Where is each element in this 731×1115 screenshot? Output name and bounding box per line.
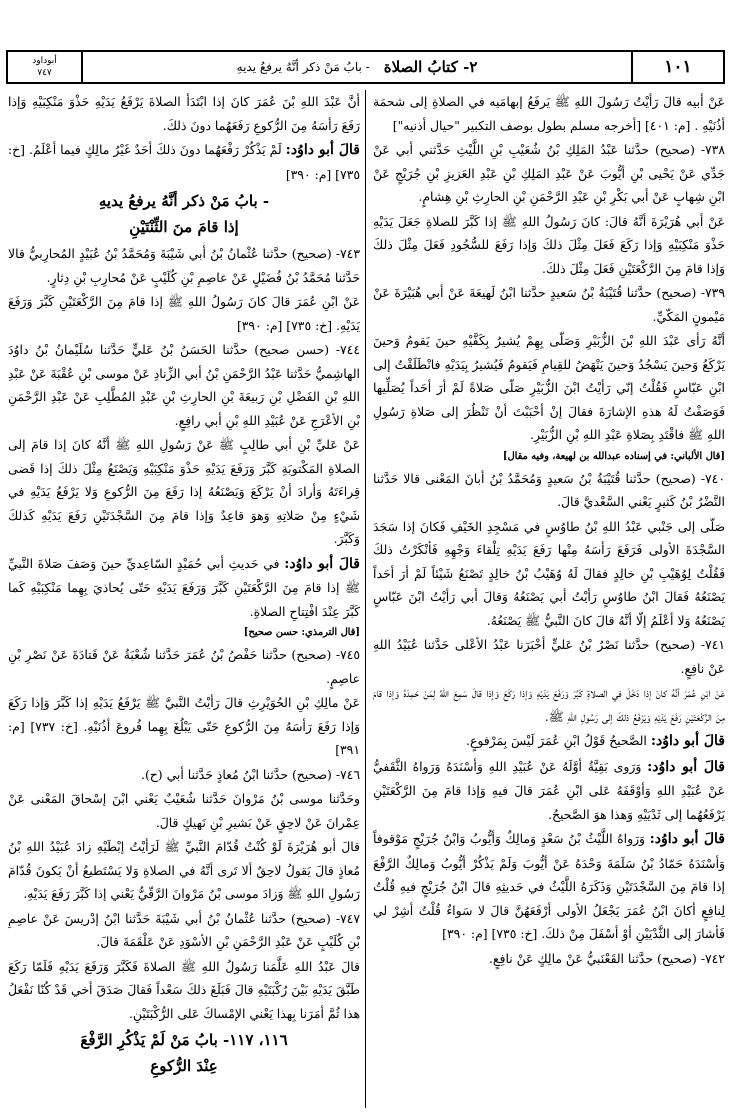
section-heading-line: عِنْدَ الرُّكوعِ — [150, 1057, 218, 1075]
paragraph: عَنْ عَليِّ بْنِ أبي طالِبٍ ﷺ عَنْ رَسُولِ اللهِ ﷺ أنَّهُ كانَ إذا قامَ إلى الصلاةِ المَكْتوبَةِ كَبَّرَ وَرَفَعَ يَدَيْهِ حَذْوَ مَنْكِبَيْهِ وَيَصْنَعُ مِثْلَ ذلكَ إذا قَضى قِراءَتَهُ وَأرادَ أنْ يَرْكَعَ وَيَصْنَعُهُ إذا رَفَعَ مِنَ الرُّكوعِ وَلا يَرْفَعُ يَدَيْهِ في شَيْءٍ مِنْ صَلاتِهِ وَهوَ قاعِدٌ وَإذا قامَ مِنَ السَّجْدَتَيْنِ رَفَعَ يَدَيْهِ كَذلكَ وَكَبَّرَ. — [8, 437, 360, 546]
comment-label: قالَ أبو داوُد: — [649, 831, 725, 847]
paragraph: أنَّ عَبْدَ اللهِ بْنَ عُمَرَ كانَ إذا ابْتَدَأ الصلاةَ يَرْفَعُ يَدَيْهِ حَذْوَ مَنْكِبَيْهِ وَإذا رَفَعَ رَأسَهُ مِنَ الرُّكوعِ رَفَعَهُما دونَ ذلكَ. — [8, 94, 360, 133]
paragraph: وحَدَّثنا موسى بْنُ مَرْوانَ حَدَّثنا شُعَيْبٌ يَعْني ابْنَ إسْحاقَ المَعْنى عَنْ عِمْرانَ عَنْ لاحِقٍ عَنْ بَشيرِ بْنِ نَهيكٍ قالَ. — [8, 791, 360, 830]
left-column — [8, 90, 360, 1110]
paragraph: صَلّى إلى جَنْبي عَبْدُ اللهِ بْنُ طاوُسٍ في مَسْجِدِ الخَيْفِ فَكانَ إذا سَجَدَ السَّجْدَةَ الأولى فَرَفَعَ رَأسَهُ مِنْها رَفَعَ يَدَيْهِ تِلْقاءَ وَجْهِهِ فَأنْكَرْتُ ذلكَ فَقُلْتُ لِوُهَيْبِ بْنِ خالِدٍ فقالَ لَهُ وُهَيْبُ بْنُ خالِدٍ تَصْنَعُ شَيْئاً لَمْ أرَ أحَداً يَصْنَعُهُ فَقالَ ابْنُ طاوُسٍ رَأيْتُ أبي يَصْنَعُهُ وَقالَ أبي رَأيْتُ ابْنَ عَبّاسٍ يَصْنَعُهُ وَلا أعْلَمُ إلّا أنَّهُ قالَ كانَ النَّبيُّ ﷺ يَصْنَعُهُ. — [373, 518, 725, 628]
grading-note: [قال الترمذي: حسن صحيح] — [243, 627, 360, 638]
hadith-747: ٧٤٧- (صحيح) حدَّثنا عُثْمانُ بْنُ أبي شَيْبَةَ حَدَّثنا ابْنُ إدْريسَ عَنْ عاصِمِ بْنِ كُلَيْبٍ عَنْ عَبْدِ الرَّحْمَنِ بْنِ الأسْوَدِ عَنْ عَلْقَمَةَ قالَ. — [8, 910, 360, 949]
section-heading-line: ١١٦، ١١٧- بابُ مَنْ لَمْ يَذْكُرِ الرَّفْعَ — [80, 1031, 288, 1049]
comment-text: لَمْ يَذْكُرْ رَفْعَهُما دونَ ذلكَ أحَدٌ غَيْرُ مالِكٍ فيما أعْلَمُ. [خ: ٧٣٥] [م: ٣٩٠] — [8, 142, 360, 182]
paragraph: عَنْ أبيه قالَ رَأيْتُ رَسُولَ اللهِ ﷺ يَرفَعُ إبهامَيه في الصلاةِ إلى شحمَة أذُنَيْهِ . [م: ٤٠١] [أخرجه مسلم بطول بوصف التكبير "حيال أذنيه"] — [373, 94, 725, 133]
book-page-number: ٧٤٧ — [37, 68, 52, 78]
paragraph: عَنْ ابْنِ عُمَرَ قالَ كانَ رَسُولُ اللهِ ﷺ إذا قامَ مِنَ الرَّكْعَتَيْنِ كَبَّرَ وَرَفَعَ يَدَيْهِ. [خ: ٧٣٥] [م: ٣٩٠] — [8, 294, 360, 333]
section-heading-line: - بابُ مَنْ ذكر أنَّهُ يرفعُ يديهِ — [98, 192, 270, 210]
hadith-741: ٧٤١- (صحيح) حدَّثنا نَصْرُ بْنُ عَليٍّ أخْبَرَنا عَبْدُ الأعْلى حَدَّثنا عُبَيْدُ اللهِ عَنْ نافِعٍ. — [373, 637, 725, 676]
hadith-744: ٧٤٤- (حسن صحيح) حدَّثنا الحَسَنُ بْنُ عَليٍّ حَدَّثنا سُلَيْمانُ بْنُ داوُدَ الهاشِميُّ حَدَّثنا عَبْدُ الرَّحْمَنِ بْنُ أبي الزِّنادِ عَنْ موسى بْنِ عُقْبَةَ عَنْ عَبْدِ اللهِ بْنِ الفَضْلِ بْنِ رَبيعَةَ بْنِ الحارِثِ بْنِ عَبْدِ المُطَّلِبِ عَنْ عَبْدِ الرَّحْمَنِ بْنِ الأعْرَجِ عَنْ عُبَيْدِ اللهِ بْنِ أبي رافِعٍ. — [8, 342, 360, 428]
abu-dawud-comment — [8, 552, 360, 624]
abu-dawud-comment — [373, 729, 725, 754]
paragraph: قالَ عَبْدُ اللهِ عَلَّمَنا رَسُولُ اللهِ ﷺ الصلاةَ فَكَبَّرَ وَرَفَعَ يَدَيْهِ فَلَمّا رَكَعَ طَبَّقَ يَدَيْهِ بَيْنَ رُكْبَتَيْهِ قالَ فَبَلَغَ ذلكَ سَعْداً فَقالَ صَدَقَ أخي قَدْ كُنّا نَفْعَلُ هذا ثُمَّ أمَرَنا بِهذا يَعْني الإمْساكَ عَلى الرُّكْبَتَيْنِ. — [8, 958, 360, 1021]
comment-text: في حَديثِ أبي حُمَيْدٍ السّاعِديِّ حينَ وَصَفَ صَلاةَ النَّبيِّ ﷺ إذا قامَ مِنَ الرَّكْعَتَيْنِ كَبَّرَ وَرَفَعَ يَدَيْهِ حَتّى يُحاذيَ بِهِما مَنْكِبَيْهِ كَما كَبَّرَ عِنْدَ افْتِتاحِ الصلاةِ. — [8, 555, 360, 619]
hadith-740: ٧٤٠- (صحيح) حدَّثنا قُتَيْبَةُ بْنُ سَعيدٍ وَمُحَمَّدُ بْنُ أبانَ المَعْنى قالا حَدَّثنا النَّضْرُ بْنُ كَثيرٍ يَعْني السَّعْديَّ قالَ. — [373, 470, 725, 509]
book-reference — [8, 52, 83, 82]
header-titles — [83, 52, 631, 82]
section-title: - بابُ مَنْ ذكر أنَّهُ يرفعُ يديهِ — [236, 60, 370, 74]
hadith-745: ٧٤٥- (صحيح) حدَّثنا حَفْصُ بْنُ عُمَرَ حَدَّثنا شُعْبَةُ عَنْ قَتادَةَ عَنْ نَصْرِ بْنِ عاصِمٍ. — [8, 647, 360, 686]
hadith-743: ٧٤٣- (صحيح) حدَّثنا عُثْمانُ بْنُ أبي شَيْبَةَ وَمُحَمَّدُ بْنُ عُبَيْدٍ المُحارِبيُّ قالا حَدَّثنا مُحَمَّدُ بْنُ فُضَيْلٍ عَنْ عاصِمِ بْنِ كُلَيْبٍ عَنْ مُحارِبِ بْنِ دِثارٍ. — [8, 246, 360, 285]
hadith-746: ٧٤٦- (صحيح) حدَّثنا ابْنُ مُعاذٍ حَدَّثنا أبي (ح). — [141, 766, 360, 782]
hadith-742: ٧٤٢- (صحيح) حدَّثنا القَعْنَبيُّ عَنْ مالِكٍ عَنْ نافِعٍ. — [488, 950, 725, 966]
hadith-738: ٧٣٨- (صحيح) حدَّثنا عَبْدُ المَلِكِ بْنُ شُعَيْبِ بْنِ اللَّيْثِ حَدَّثني أبي عَنْ جَدِّي عَنْ يَحْيى بْنِ أيُّوبَ عَنْ عَبْدِ المَلِكِ بْنِ عَبْدِ العَزيزِ بْنِ جُرَيْجٍ عَنْ ابْنِ شِهابٍ عَنْ أبي بَكْرِ بْنِ عَبْدِ الرَّحْمَنِ بْنِ الحارِثِ بْنِ هِشامٍ. — [373, 142, 725, 204]
book-name: أبوداود — [32, 56, 57, 66]
abu-dawud-comment — [8, 138, 360, 186]
column-divider — [365, 90, 366, 1108]
comment-text: الصَّحيحُ قَوْلُ ابْنِ عُمَرَ لَيْسَ بِمَرْفوعٍ. — [466, 733, 647, 748]
section-heading — [8, 1027, 360, 1079]
grading-note: [قال الألباني: في إسناده عبدالله بن لهيعة، وفيه مقال] — [502, 450, 725, 462]
section-heading-line: إذا قامَ منَ الثِّنْتَيْنِ — [129, 218, 239, 236]
chapter-title: ٢- كتابُ الصلاة — [383, 58, 478, 76]
section-heading — [8, 188, 360, 240]
paragraph: عَنْ أبي هُرَيْرَةَ أنَّهُ قالَ: كانَ رَسُولُ اللهِ ﷺ إذا كَبَّرَ للصلاةِ جَعَلَ يَدَيْهِ حَذْوَ مَنْكِبَيْهِ وَإذا رَكَعَ فَعَلَ مِثْلَ ذلكَ وَإذا رَفَعَ للسُّجُودِ فَعَلَ مِثْلَ ذلكَ وَإذا قامَ مِنَ الرَّكْعَتَيْنِ فَعَلَ مِثْلَ ذلكَ. — [373, 213, 725, 276]
comment-text: وَرَواهُ اللَّيْثُ بْنُ سَعْدٍ وَمالِكٌ وَأيُّوبُ وَابْنُ جُرَيْجٍ مَوْقوفاً وَأسْنَدَهُ حَمّادُ بْنُ سَلَمَةَ وَحْدَهُ عَنْ أيُّوبَ وَلَمْ يَذْكُرْ أيُّوبُ وَمالِكٌ الرَّفْعَ إذا قامَ مِنَ السَّجْدَتَيْنِ وَذَكَرَهُ اللَّيْثُ في حَديثِهِ قالَ ابْنُ جُرَيْجٍ فيهِ قُلْتُ لِنافِعٍ أكانَ ابْنُ عُمَرَ يَجْعَلُ الأولى أرْفَعَهُنَّ قالَ لا سَواءٌ قُلْتُ أشِرْ لي فَأشارَ إلى الثَّدْيَيْنِ أوْ أسْفَلَ مِنْ ذلكَ. [خ: ٧٣٥] [م: ٣٩٠] — [373, 831, 725, 941]
paragraph: أنَّهُ رَأى عَبْدَ اللهِ بْنَ الزُّبَيْرِ وَصَلّى بِهِمْ يُشيرُ بِكَفَّيْهِ حينَ يَقومُ وَحينَ يَرْكَعُ وَحينَ يَسْجُدُ وَحينَ يَنْهَضُ للقِيامِ فَيَقومُ فَيُشيرُ بِيَدَيْهِ فانْطَلَقْتُ إلى ابْنِ عَبّاسٍ فَقُلْتُ إنّي رَأيْتُ ابْنَ الزُّبَيْرِ صَلّى صَلاةً لَمْ أرَ أحَداً يُصَلِّيها فَوَصَفْتُ لَهُ هذهِ الإشارَةَ فقالَ إنْ أحْبَبْتَ أنْ تَنْظُرَ إلى صَلاةِ رَسُولِ اللهِ ﷺ فاقْتَدِ بِصَلاةِ عَبْدِ اللهِ بْنِ الزُّبَيْرِ. — [373, 333, 725, 442]
right-column — [373, 90, 725, 1110]
page-number: ١٠١ — [631, 52, 723, 82]
page-header — [6, 50, 725, 84]
comment-label: قالَ أبو داوُد: — [647, 758, 725, 775]
abu-dawud-comment — [373, 827, 725, 946]
paragraph: قالَ أبو هُرَيْرَةَ لَوْ كُنْتُ قُدّامَ النَّبيِّ ﷺ لَرَأيْتُ إبْطَيْهِ زادَ عُبَيْدُ اللهِ بْنُ مُعاذٍ قالَ يَقولُ لاحِقٌ ألا تَرى أنَّهُ في الصلاةِ وَلا يَسْتَطيعُ أنْ يَكونَ قُدّامَ رَسُولِ اللهِ ﷺ وَزادَ موسى بْنُ مَرْوانَ الرَّقّيُّ يَعْني إذا كَبَّرَ رَفَعَ يَدَيْهِ. — [8, 839, 360, 901]
comment-text: وَرَوى بَقِيَّةُ أوَّلَهُ عَنْ عُبَيْدِ اللهِ وَأسْنَدَهُ وَرَواهُ الثَّقَفيُّ عَنْ عُبَيْدِ اللهِ وَأوْقَفَهُ عَلى ابْنِ عُمَرَ قالَ فيهِ وَإذا قامَ مِنَ الرَّكْعَتَيْنِ يَرْفَعُهُما إلى ثَدْيَيْهِ وَهذا هوَ الصَّحيحُ. — [373, 758, 725, 822]
paragraph: عَنْ مالِكِ بْنِ الحُوَيْرِثِ قالَ رَأيْتُ النَّبيَّ ﷺ يَرْفَعُ يَدَيْهِ إذا كَبَّرَ وَإذا رَكَعَ وَإذا رَفَعَ رَأسَهُ مِنَ الرُّكوعِ حَتّى يَبْلُغَ بِهِما فُروعَ أذُنَيْهِ. [خ: ٧٣٧] [م: ٣٩١] — [8, 695, 360, 757]
comment-label: قالَ أبو داوُد: — [650, 733, 725, 749]
comment-label: قالَ أبو داوُد: — [285, 142, 360, 158]
paragraph: عَنْ ابْنِ عُمَرَ أنَّهُ كانَ إذا دَخَلَ في الصلاةِ كَبَّرَ وَرَفَعَ يَدَيْهِ وَإذا رَكَعَ وَإذا قالَ سَمِعَ اللهُ لِمَنْ حَمِدَهُ وَإذا قامَ مِنَ الرَّكْعَتَيْنِ رَفَعَ يَدَيْهِ وَيَرْفَعُ ذلكَ إلى رَسُولِ اللهِ ﷺ. — [373, 685, 725, 724]
abu-dawud-comment — [373, 755, 725, 827]
hadith-739: ٧٣٩- (صحيح) حدَّثنا قُتَيْبَةُ بْنُ سَعيدٍ حدَّثنا ابْنُ لَهيعَةَ عَنْ أبي هُبَيْرَةَ عَنْ مَيْمونٍ المَكّيِّ. — [373, 285, 725, 324]
comment-label: قالَ أبو داوُد: — [284, 555, 360, 572]
